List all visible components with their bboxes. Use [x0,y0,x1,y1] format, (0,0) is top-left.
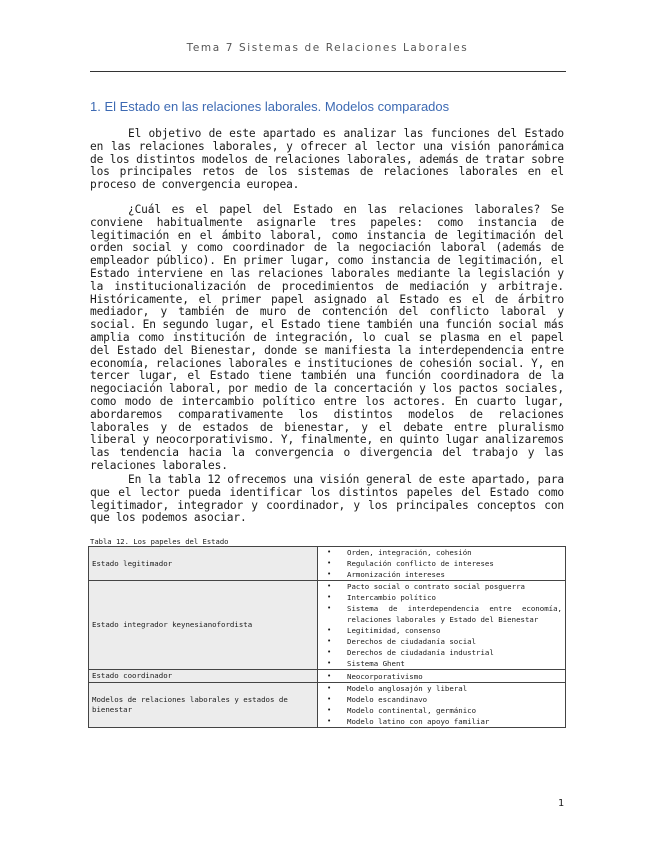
row-label: Modelos de relaciones laborales y estados de bienestar [89,683,318,728]
row-label: Estado legitimador [89,547,318,581]
table-row [89,670,566,683]
list-item: • Modelo latino con apoyo familiar [318,716,562,727]
list-item: • Pacto social o contrato social posguerra [318,581,562,592]
row-items [318,683,566,728]
list-item: • Derechos de ciudadanía industrial [318,647,562,658]
paragraph-2-text: ¿Cuál es el papel del Estado en las relaciones laborales? Se conviene habitualmente asignarle tres papeles: como instancia de legitimación en el ámbito laboral, como instancia de legitimación del orden social y como coordinador de la negociación laboral (además de empleador público). En primer lugar, como instancia de legitimación, el Estado interviene en las relaciones laborales mediante la legislación y la institucionalización de procedimientos de mediación y arbitraje. Históricamente, el primer papel asignado al Estado es el de árbitro mediador, y también de muro de contención del conflicto laboral y social. En segundo lugar, el Estado tiene también una función social más amplia como institución de integración, lo cual se plasma en el papel del Estado del Bienestar, donde se manifiesta la interdependencia entre economía, relaciones laborales e instituciones de cohesión social. Y, en tercer lugar, el Estado tiene también una función coordinadora de la negociación laboral, por medio de la concertación y los pactos sociales, como modo de intercambio político entre los actores. En cuarto lugar, abordaremos comparativamente los distintos modelos de relaciones laborales y de estados de bienestar, y el debate entre pluralismo liberal y neocorporativismo. Y, finalmente, en quinto lugar analizaremos las tendencia hacia la convergencia o divergencia del trabajo y las relaciones laborales. [90,203,564,472]
row-items [318,581,566,670]
header-rule [90,71,566,72]
paragraph-1-text: El objetivo de este apartado es analizar las funciones del Estado en las relaciones laborales, y ofrecer al lector una visión panorámica de los distintos modelos de relaciones laborales, además de tratar sobre los principales retos de los sistemas de relaciones laborales en el proceso de convergencia europea. [90,127,564,192]
roles-table [88,546,566,728]
paragraph-3-text: En la tabla 12 ofrecemos una visión general de este apartado, para que el lector pueda identificar los distintos papeles del Estado como legitimador, integrador y coordinador, y los principales conceptos con que los podemos asociar. [90,473,564,525]
bullet-list [318,683,565,727]
table-row [89,547,566,581]
section-heading: 1. El Estado en las relaciones laborales. Modelos comparados [90,99,450,114]
bullet-list [318,581,565,669]
row-items [318,670,566,683]
list-item: • Derechos de ciudadanía social [318,636,562,647]
page-number: 1 [558,798,565,809]
list-item: • Sistema Ghent [318,658,562,669]
table-row [89,683,566,728]
table-caption: Tabla 12. Los papeles del Estado [90,537,229,546]
row-label: Estado coordinador [89,670,318,683]
paragraph-1 [90,128,564,192]
bullet-list [318,547,565,580]
list-item: • Modelo escandinavo [318,694,562,705]
list-item: • Legitimidad, consenso [318,625,562,636]
list-item: • Regulación conflicto de intereses [318,558,562,569]
list-item: • Orden, integración, cohesión [318,547,562,558]
list-item: • Sistema de interdependencia entre economía, relaciones laborales y Estado del Bienestar [318,603,562,625]
list-item: • Neocorporativismo [318,671,562,682]
paragraph-3 [90,474,564,525]
list-item: • Modelo continental, germánico [318,705,562,716]
row-label: Estado integrador keynesianofordista [89,581,318,670]
row-items [318,547,566,581]
list-item: • Modelo anglosajón y liberal [318,683,562,694]
list-item: • Intercambio político [318,592,562,603]
running-header: Tema 7 Sistemas de Relaciones Laborales [186,42,469,54]
paragraph-2 [90,204,564,473]
list-item: • Armonización intereses [318,569,562,580]
table-row [89,581,566,670]
bullet-list [318,671,565,682]
